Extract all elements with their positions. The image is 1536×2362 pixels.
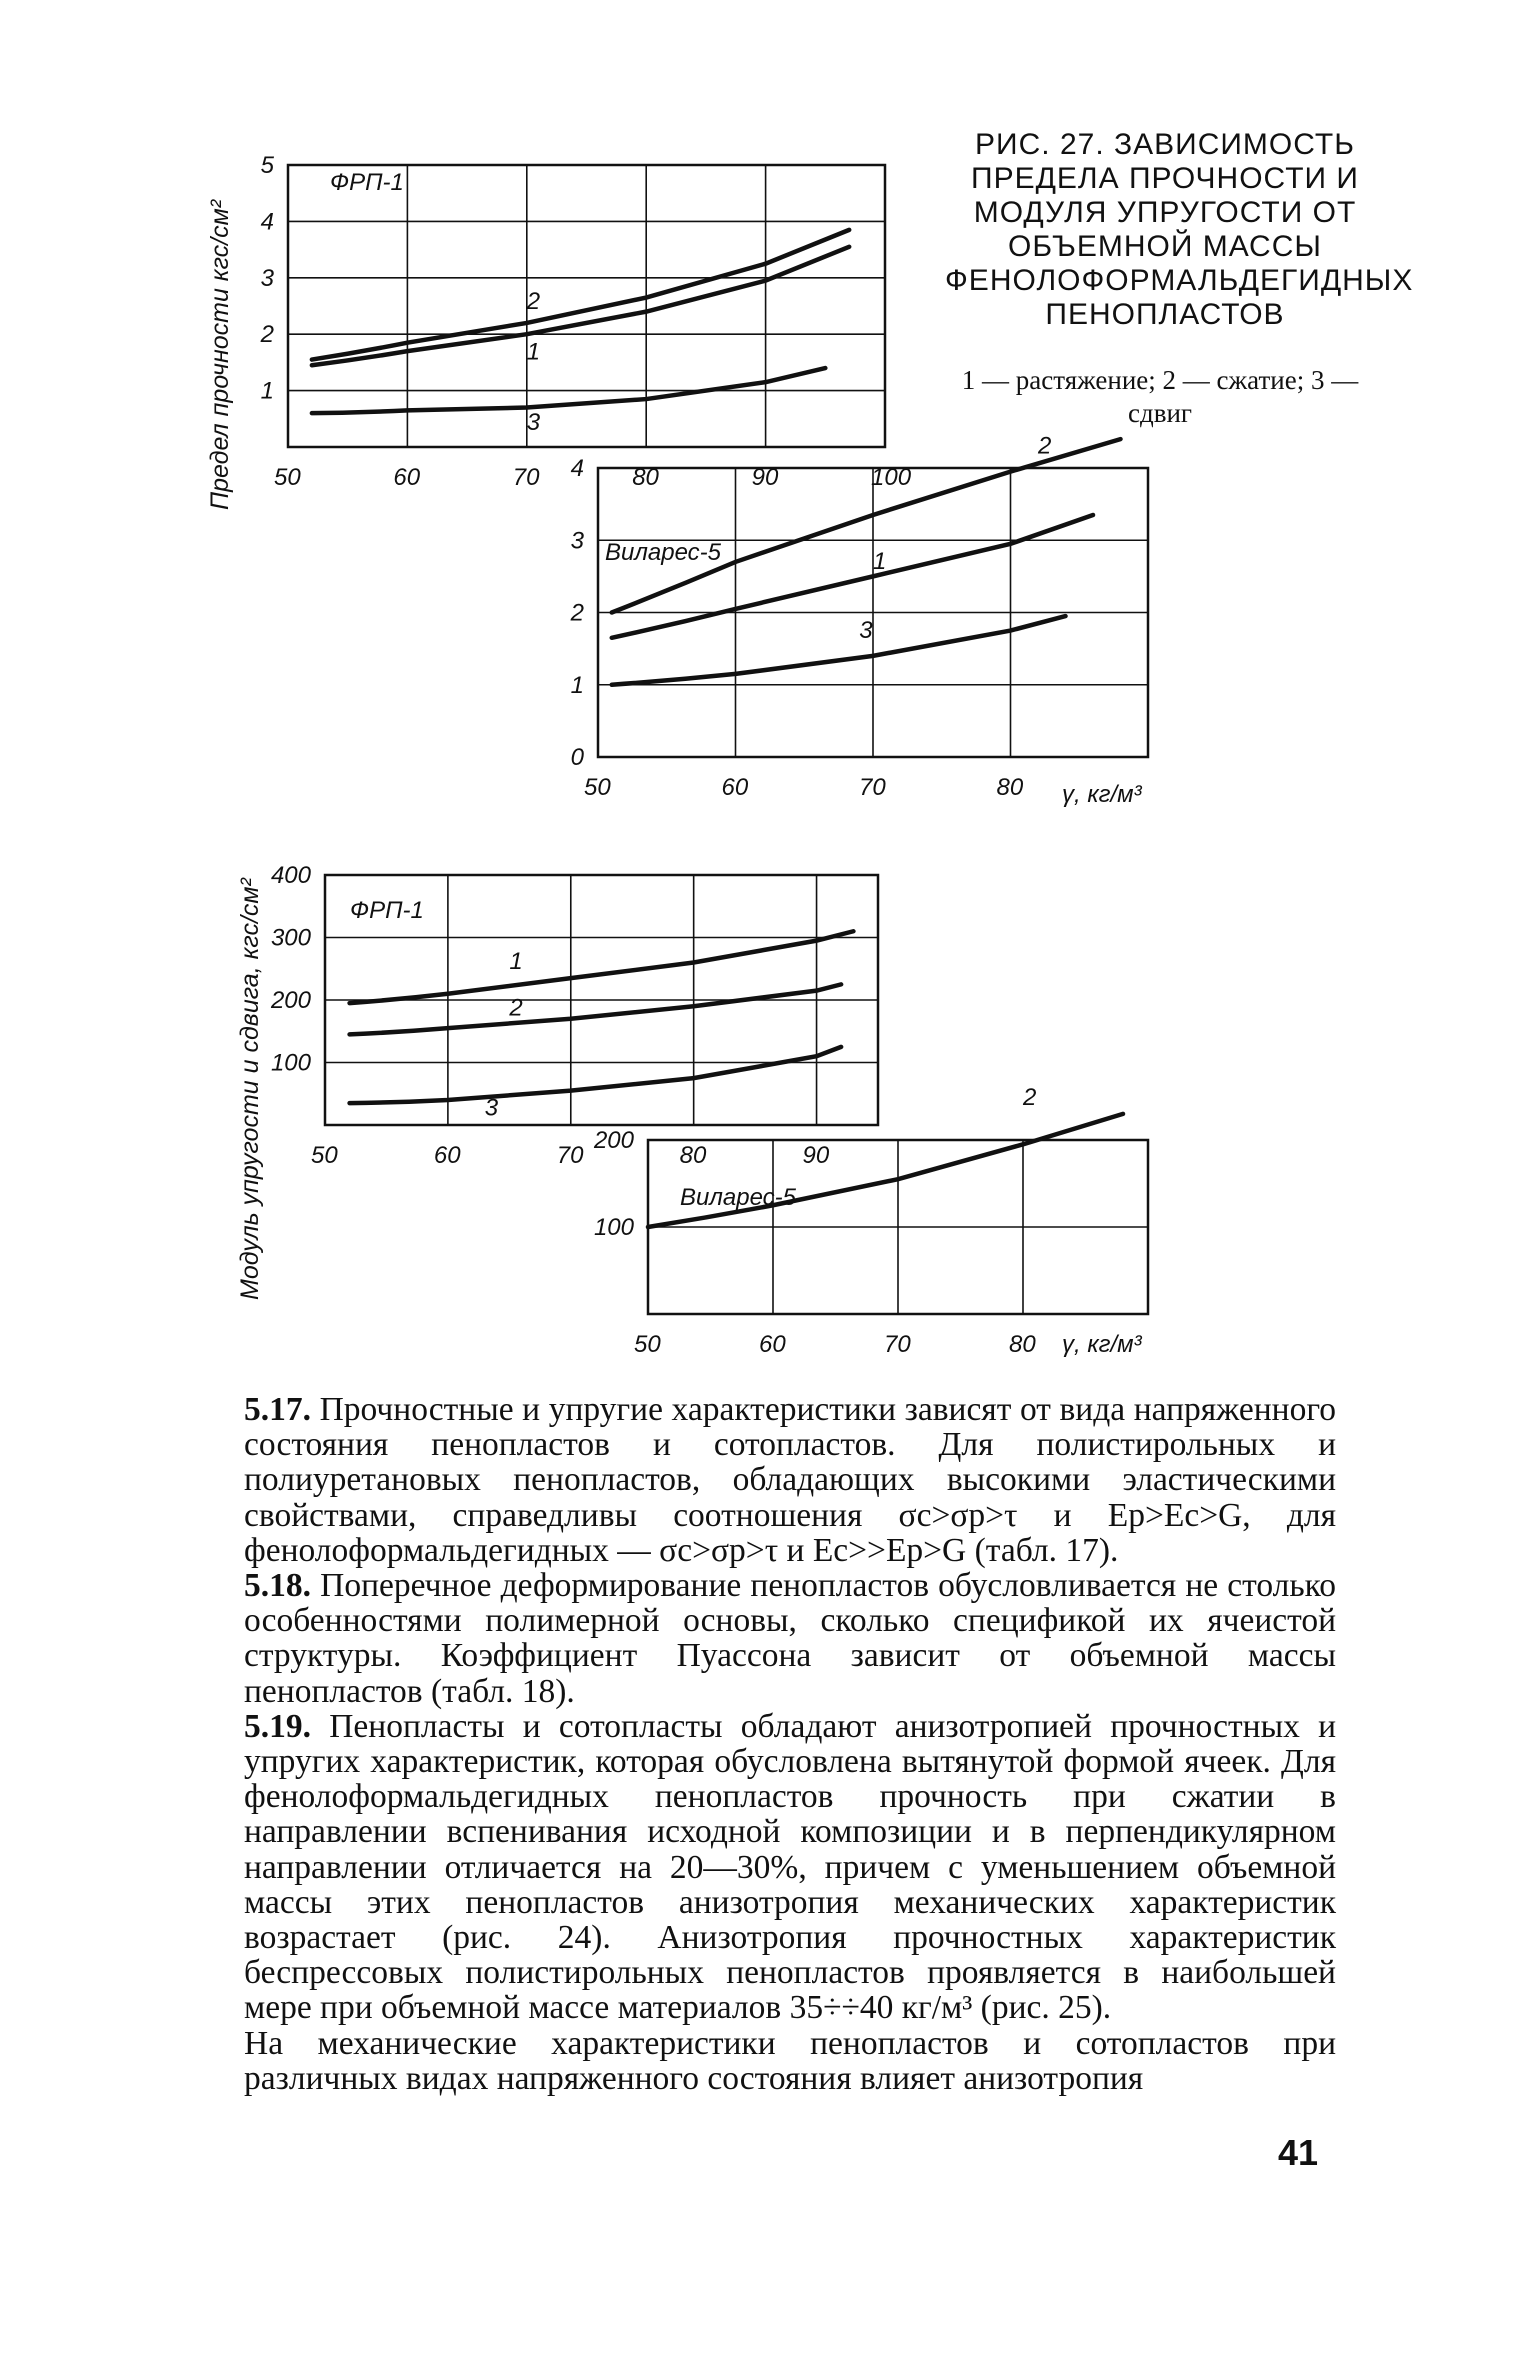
y-tick-label: 100 [593, 1214, 634, 1241]
paragraph-5-18 [244, 1568, 1336, 1709]
y-tick-label: 2 [570, 599, 584, 627]
series-line-2 [350, 984, 842, 1034]
paragraph-text: Пенопласты и сотопласты обладают анизотропией прочностных и упругих характеристик, которая обусловлена вытянутой формой ячеек. Для фенолоформальдегидных пенопластов прочность при сжатии в направлении вспенивания исходной композиции и в перпендикулярном направлении отличается на 20—30%, причем с уменьшением объемной массы этих пенопластов анизотропия механических характеристик возрастает (рис. 24). Анизотропия прочностных характеристик беспрессовых полистирольных пенопластов проявляется в наибольшей мере при объемной массе материалов 35÷÷40 кг/м³ (рис. 25). [244, 1707, 1336, 2027]
paragraph-5-17 [244, 1392, 1336, 1568]
y-tick-label: 4 [260, 208, 274, 236]
x-tick-label: 60 [721, 774, 749, 801]
x-tick-label: 100 [871, 464, 912, 491]
x-tick-label: 80 [679, 1142, 707, 1169]
chart-title: Виларес-5 [680, 1184, 797, 1211]
x-axis-label: γ, кг/м³ [1062, 781, 1142, 808]
series-label-1: 1 [509, 947, 523, 975]
y-tick-label: 100 [270, 1049, 311, 1077]
x-tick-label: 60 [433, 1142, 461, 1169]
section-number: 5.18. [244, 1567, 311, 1605]
page-number: 41 [1278, 2132, 1319, 2173]
paragraph-continuation [244, 2026, 1336, 2096]
x-tick-label: 60 [759, 1331, 786, 1358]
series-line-3 [350, 1047, 842, 1103]
series-label-2: 2 [1038, 432, 1052, 460]
series-line-1 [612, 515, 1093, 638]
y-tick-label: 400 [270, 862, 311, 889]
section-number: 5.17. [244, 1391, 311, 1428]
series-line-1 [350, 931, 854, 1003]
series-label-3: 3 [526, 409, 541, 437]
y-tick-label: 300 [270, 924, 311, 952]
paragraph-5-19 [244, 1709, 1336, 2026]
x-tick-label: 70 [512, 464, 540, 491]
y-tick-label: 0 [570, 744, 584, 771]
series-line-2 [612, 439, 1121, 612]
y-tick-label: 200 [270, 987, 311, 1014]
chart-modulus-frp1 [270, 862, 878, 1169]
x-tick-label: 60 [393, 464, 421, 491]
y-tick-label: 1 [260, 377, 274, 405]
y-tick-label: 2 [260, 321, 274, 349]
ylabel-modulus: Модуль упругости и сдвига, кгс/см² [236, 878, 264, 1300]
x-tick-label: 50 [311, 1142, 338, 1169]
y-tick-label: 3 [570, 527, 584, 555]
section-number: 5.19. [244, 1707, 311, 1745]
ylabel-strength: Предел прочности кгс/см² [206, 199, 234, 510]
y-tick-label: 4 [570, 455, 584, 482]
series-label-1: 1 [873, 548, 887, 576]
x-tick-label: 50 [634, 1331, 661, 1358]
series-label-2: 2 [509, 994, 523, 1022]
series-line-3 [612, 616, 1066, 685]
series-label-3: 3 [484, 1094, 499, 1122]
chart-strength-frp1 [260, 152, 912, 491]
x-tick-label: 70 [859, 774, 886, 801]
paragraph-text: Прочностные и упругие характеристики зависят от вида напряженного состояния пенопластов и сотопластов. Для полистирольных и полиуретановых пенопластов, обладающих высокими эластическими свойствами, справедливы соотношения σc>σp>τ и Ep>Ec>G, для фенолоформальдегидных — σc>σp>τ и Ec>>Ep>G (табл. 17). [244, 1391, 1336, 1569]
chart-title: ФРП-1 [330, 169, 404, 196]
x-tick-label: 50 [274, 464, 301, 491]
x-tick-label: 50 [584, 774, 611, 801]
series-label-2: 2 [526, 287, 541, 315]
figure-caption: РИС. 27. ЗАВИСИМОСТЬ ПРЕДЕЛА ПРОЧНОСТИ И МОДУЛЯ УПРУГОСТИ ОТ ОБЪЕМНОЙ МАССЫ ФЕНОЛОФОРМАЛЬДЕГИДНЫХ ПЕНОПЛАСТОВ [945, 128, 1414, 331]
y-tick-label: 200 [593, 1127, 634, 1154]
body-text [244, 1392, 1336, 2096]
paragraph-text: На механические характеристики пенопластов и сотопластов при различных видах напряженного состояния влияет анизотропия [244, 2024, 1336, 2097]
x-tick-label: 80 [996, 774, 1024, 801]
x-axis-label: γ, кг/м³ [1062, 1331, 1142, 1358]
y-tick-label: 5 [260, 152, 274, 179]
series-label-2: 2 [1023, 1084, 1037, 1112]
chart-title: Виларес-5 [605, 539, 722, 566]
y-tick-label: 1 [570, 671, 584, 699]
series-line-2 [312, 230, 849, 360]
series-label-1: 1 [526, 338, 541, 366]
chart-title: ФРП-1 [350, 897, 424, 924]
figure-legend: 1 — растяжение; 2 — сжатие; 3 — сдвиг [961, 365, 1359, 428]
paragraph-text: Поперечное деформирование пенопластов обусловливается не столько особенностями полимерной основы, сколько спецификой их ячеистой структуры. Коэффициент Пуассона зависит от объемной массы пенопластов (табл. 18). [244, 1567, 1336, 1710]
x-tick-label: 90 [802, 1142, 830, 1169]
x-tick-label: 70 [556, 1142, 584, 1169]
x-tick-label: 80 [632, 464, 659, 491]
x-tick-label: 70 [884, 1331, 911, 1358]
y-tick-label: 3 [260, 264, 274, 292]
series-label-3: 3 [859, 616, 873, 644]
x-tick-label: 90 [751, 464, 779, 491]
x-tick-label: 80 [1009, 1331, 1036, 1358]
